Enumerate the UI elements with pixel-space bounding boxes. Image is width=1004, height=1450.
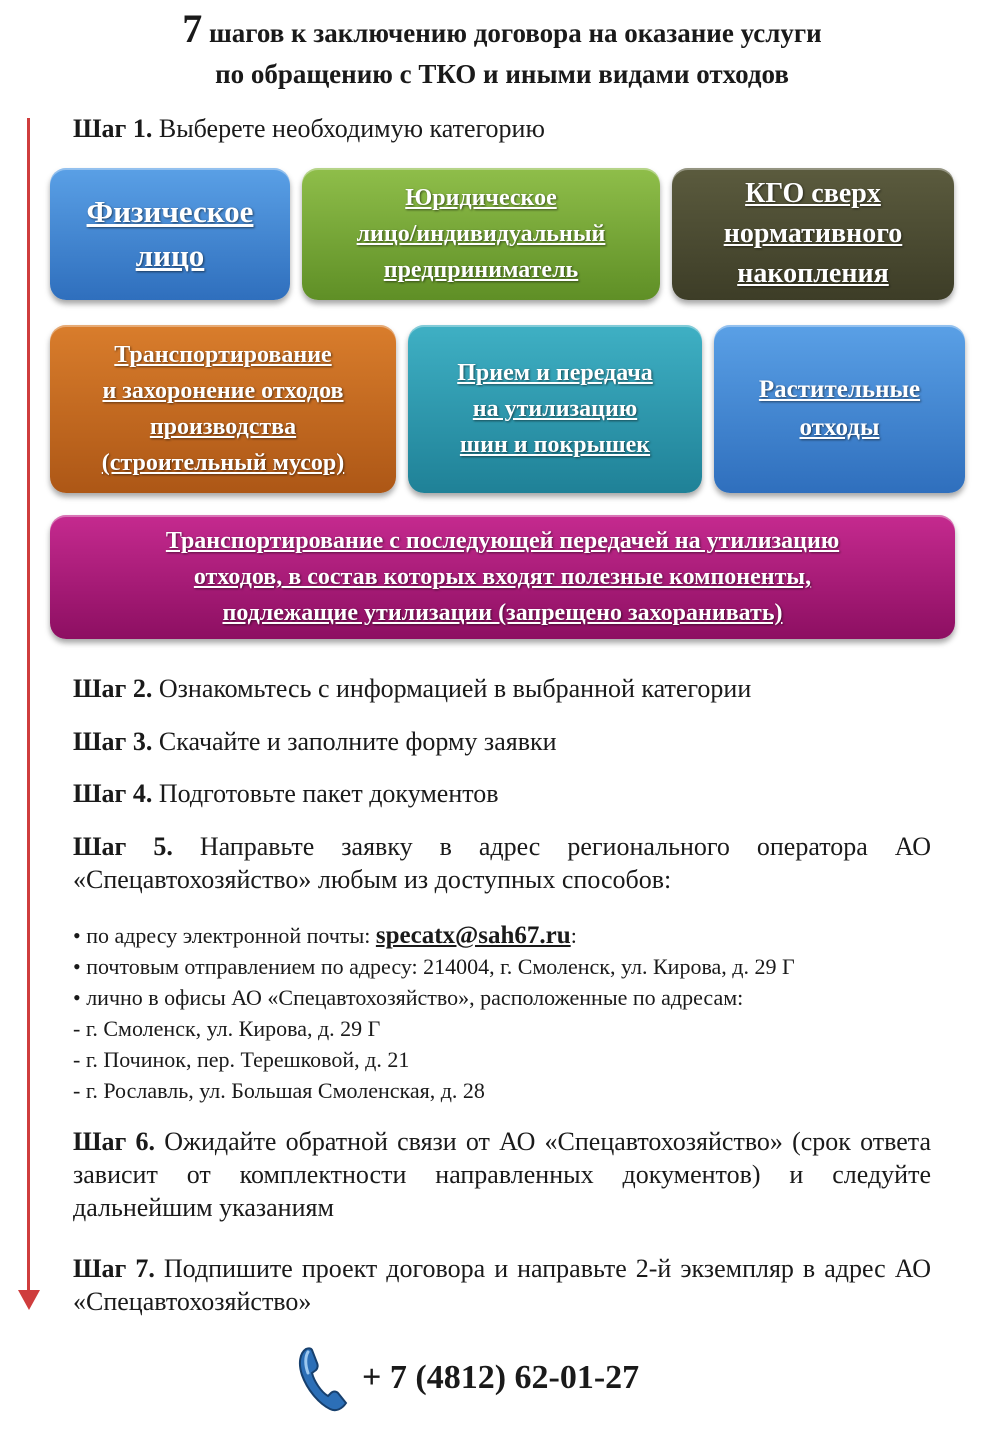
step-1 bbox=[73, 112, 931, 145]
email-suffix: : bbox=[570, 923, 577, 948]
step-7-text: Подпишите проект договора и направьте 2-й экземпляр в адрес АО «Спецавтохозяйство» bbox=[73, 1254, 932, 1316]
step-7-label: Шаг 7. bbox=[73, 1254, 155, 1283]
page-title bbox=[0, 8, 1004, 95]
timeline-arrow-head-icon bbox=[18, 1290, 40, 1310]
office-smolensk: - г. Смоленск, ул. Кирова, д. 29 Г bbox=[73, 1016, 381, 1041]
offices-line: • лично в офисы АО «Спецавтохозяйство», расположенные по адресам: bbox=[73, 985, 744, 1010]
category-recyclables-button[interactable] bbox=[50, 515, 955, 639]
category-bulky-waste-button[interactable] bbox=[672, 168, 954, 300]
step-2 bbox=[73, 672, 931, 705]
phone-icon bbox=[296, 1343, 354, 1413]
contact-methods bbox=[73, 920, 953, 1106]
category-bulky-waste-label: КГО сверх нормативного накопления bbox=[723, 178, 903, 289]
step-2-label: Шаг 2. bbox=[73, 674, 153, 703]
phone-block[interactable] bbox=[296, 1343, 639, 1413]
category-recyclables-label: Транспортирование с последующей передачей на утилизацию отходов, в состав которых входят полезные компоненты, подлежащие утилизации (запрещено захоранивать) bbox=[165, 528, 840, 626]
step-1-text: Выберете необходимую категорию bbox=[152, 114, 545, 143]
category-construction-waste-button[interactable] bbox=[50, 325, 396, 493]
step-2-text: Ознакомьтесь с информацией в выбранной категории bbox=[152, 674, 752, 703]
title-line1: шагов к заключению договора на оказание услуги bbox=[209, 18, 822, 48]
email-link[interactable]: specatx@sah67.ru bbox=[375, 922, 571, 949]
step-4 bbox=[73, 777, 931, 810]
step-5-label: Шаг 5. bbox=[73, 832, 173, 861]
office-pochinok: - г. Починок, пер. Терешковой, д. 21 bbox=[73, 1047, 410, 1072]
title-line2: по обращению с ТКО и иными видами отходов bbox=[215, 59, 789, 89]
category-legal-entity-button[interactable] bbox=[302, 168, 660, 300]
step-3-text: Скачайте и заполните форму заявки bbox=[152, 727, 557, 756]
category-tires-label: Прием и передача на утилизацию шин и покрышек bbox=[457, 360, 653, 458]
category-tires-button[interactable] bbox=[408, 325, 702, 493]
category-plant-waste-label: Растительные отходы bbox=[758, 376, 921, 441]
step-7 bbox=[73, 1252, 931, 1318]
step-1-label: Шаг 1. bbox=[73, 114, 153, 143]
category-construction-waste-label: Транспортирование и захоронение отходов производства (строительный мусор) bbox=[101, 342, 345, 476]
category-individual-button[interactable] bbox=[50, 168, 290, 300]
step-3-label: Шаг 3. bbox=[73, 727, 153, 756]
email-prefix: • по адресу электронной почты: bbox=[73, 923, 376, 948]
step-4-text: Подготовьте пакет документов bbox=[152, 779, 499, 808]
step-6-label: Шаг 6. bbox=[73, 1127, 156, 1156]
office-roslavl: - г. Рославль, ул. Большая Смоленская, д. 28 bbox=[73, 1078, 485, 1103]
category-plant-waste-button[interactable] bbox=[714, 325, 965, 493]
post-line: • почтовым отправлением по адресу: 214004, г. Смоленск, ул. Кирова, д. 29 Г bbox=[73, 954, 795, 979]
category-individual-label: Физическое лицо bbox=[86, 194, 254, 273]
step-6 bbox=[73, 1125, 931, 1224]
email-line bbox=[73, 920, 953, 951]
step-5 bbox=[73, 830, 931, 896]
step-4-label: Шаг 4. bbox=[73, 779, 153, 808]
category-legal-entity-label: Юридическое лицо/индивидуальный предприниматель bbox=[356, 185, 606, 283]
step-3 bbox=[73, 725, 931, 758]
step-5-text: Направьте заявку в адрес регионального оператора АО «Спецавтохозяйство» любым из доступных способов: bbox=[73, 832, 931, 894]
title-number: 7 bbox=[182, 6, 203, 51]
step-6-text: Ожидайте обратной связи от АО «Спецавтохозяйство» (срок ответа зависит от комплектности направленных документов) и следуйте дальнейшим указаниям bbox=[73, 1127, 932, 1222]
timeline-arrow-line bbox=[27, 118, 30, 1293]
phone-number[interactable]: + 7 (4812) 62-01-27 bbox=[362, 1359, 640, 1396]
